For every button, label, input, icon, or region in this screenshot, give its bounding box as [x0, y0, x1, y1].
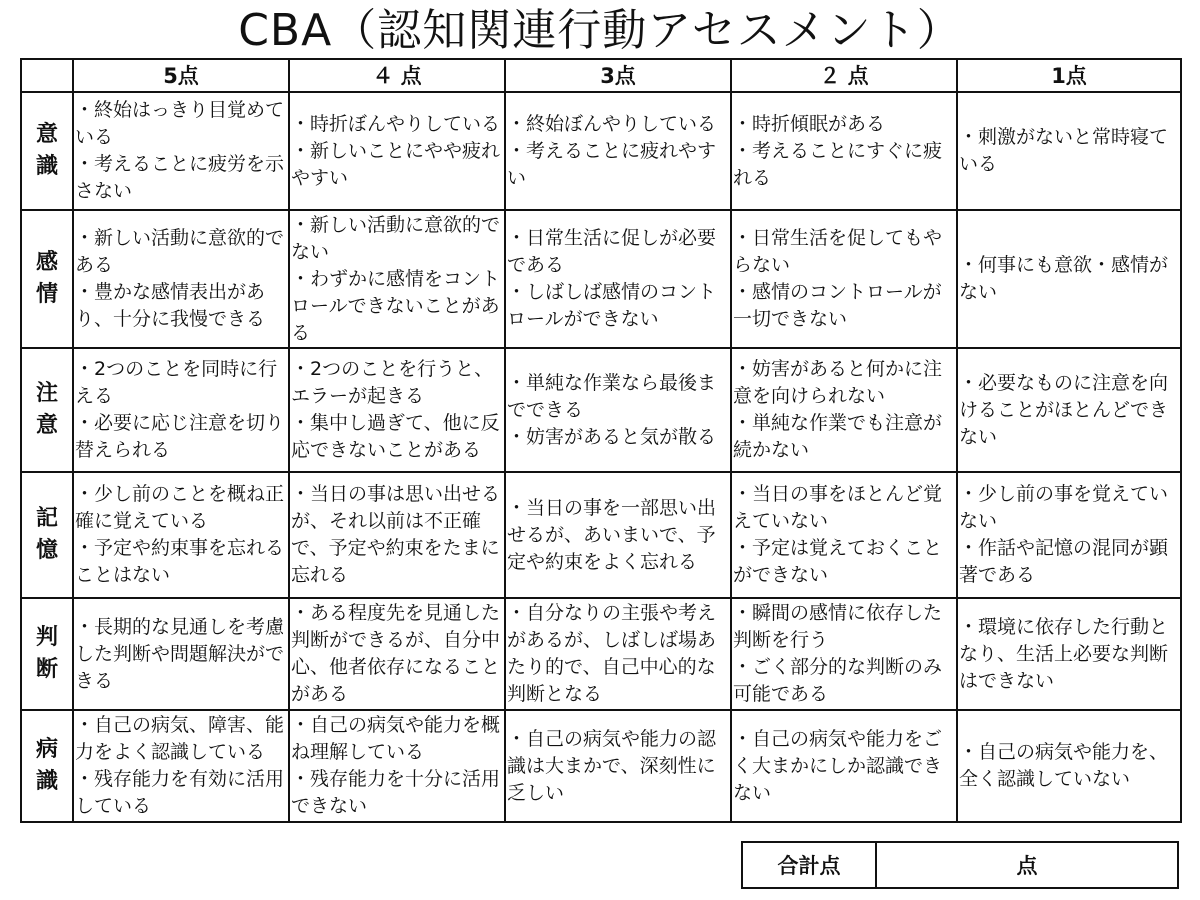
criterion-text: ・自己の病気や能力をごく大まかにしか認識できない	[733, 727, 943, 804]
category-char: 感	[35, 250, 58, 275]
criterion-text: ・瞬間の感情に依存した判断を行う	[733, 602, 943, 651]
row-emotion	[21, 210, 1181, 348]
memory-score-3-cell	[505, 472, 731, 598]
criterion-text: ・単純な作業なら最後までできる	[507, 371, 717, 421]
attention-score-3-cell	[505, 348, 731, 472]
assessment-table	[20, 58, 1182, 823]
memory-score-5-cell	[73, 472, 289, 598]
category-judgment	[21, 598, 73, 710]
criterion-text: ・感情のコントロールが一切できない	[733, 281, 942, 330]
score-3-header: 3点	[505, 59, 731, 92]
criterion-text: ・予定は覚えておくことができない	[733, 537, 943, 586]
criterion-text: ・自己の病気や能力の認識は大まかで、深刻性に乏しい	[507, 727, 717, 804]
memory-score-2-cell	[731, 472, 957, 598]
criterion-text: ・しばしば感情のコントロールができない	[507, 281, 717, 330]
criterion-text: ・集中し過ぎて、他に反応できないことがある	[291, 412, 500, 461]
insight-score-3-cell	[505, 710, 731, 822]
emotion-score-4-cell	[289, 210, 505, 348]
category-char: 識	[35, 769, 58, 794]
row-memory	[21, 472, 1181, 598]
consciousness-score-1-cell	[957, 92, 1181, 210]
criterion-text: ・残存能力を有効に活用している	[75, 768, 285, 817]
total-label: 合計点	[742, 842, 876, 888]
criterion-text: ・単純な作業でも注意が続かない	[733, 412, 943, 461]
criterion-text: ・考えることに疲れやすい	[507, 139, 717, 189]
category-emotion	[21, 210, 73, 348]
criterion-text: ・時折傾眠がある	[733, 112, 886, 135]
criterion-text: ・2つのことを行うと、エラーが起きる	[291, 358, 494, 407]
criterion-text: ・新しい活動に意欲的でない	[291, 213, 501, 263]
criterion-text: ・考えることに疲労を示さない	[75, 153, 285, 202]
criterion-text: ・妨害があると気が散る	[507, 425, 717, 448]
score-2-header: ２ 点	[731, 59, 957, 92]
criterion-text: ・考えることにすぐに疲れる	[733, 139, 943, 189]
memory-score-1-cell	[957, 472, 1181, 598]
criterion-text: ・必要に応じ注意を切り替えられる	[75, 412, 285, 461]
memory-score-4-cell	[289, 472, 505, 598]
category-consciousness	[21, 92, 73, 210]
judgment-score-3-cell	[505, 598, 731, 710]
criterion-text: ・自分なりの主張や考えがあるが、しばしば場あたり的で、自己中心的な判断となる	[507, 602, 717, 705]
criterion-text: ・新しい活動に意欲的である	[75, 227, 285, 276]
attention-score-5-cell	[73, 348, 289, 472]
criterion-text: ・2つのことを同時に行える	[75, 358, 278, 407]
category-char: 記	[35, 506, 58, 531]
judgment-score-4-cell	[289, 598, 505, 710]
consciousness-score-4-cell	[289, 92, 505, 210]
criterion-text: ・時折ぼんやりしている	[291, 112, 501, 135]
criterion-text: ・作話や記憶の混同が顕著である	[959, 537, 1169, 586]
header-row	[21, 59, 1181, 92]
insight-score-2-cell	[731, 710, 957, 822]
criterion-text: ・日常生活に促しが必要である	[507, 227, 717, 276]
category-attention	[21, 348, 73, 472]
attention-score-2-cell	[731, 348, 957, 472]
criterion-text: ・少し前のことを概ね正確に覚えている	[75, 483, 285, 532]
criterion-text: ・予定や約束事を忘れることはない	[75, 537, 285, 586]
criterion-text: ・自己の病気や能力を、全く認識していない	[959, 741, 1169, 790]
insight-score-4-cell	[289, 710, 505, 822]
total-row	[742, 842, 1178, 888]
category-char: 識	[35, 154, 58, 179]
insight-score-5-cell	[73, 710, 289, 822]
row-attention	[21, 348, 1181, 472]
emotion-score-5-cell	[73, 210, 289, 348]
criterion-text: ・ある程度先を見通した判断ができるが、自分中心、他者依存になることがある	[291, 602, 501, 705]
criterion-text: ・新しいことにやや疲れやすい	[291, 139, 501, 189]
consciousness-score-5-cell	[73, 92, 289, 210]
criterion-text: ・当日の事は思い出せるが、それ以前は不正確で、予定や約束をたまに忘れる	[291, 483, 501, 586]
consciousness-score-3-cell	[505, 92, 731, 210]
judgment-score-5-cell	[73, 598, 289, 710]
criterion-text: ・自己の病気や能力を概ね理解している	[291, 714, 501, 763]
category-char: 病	[35, 737, 58, 762]
criterion-text: ・少し前の事を覚えていない	[959, 483, 1169, 532]
category-memory	[21, 472, 73, 598]
criterion-text: ・終始はっきり目覚めている	[75, 99, 285, 148]
page-title: CBA（認知関連行動アセスメント）	[238, 5, 962, 56]
insight-score-1-cell	[957, 710, 1181, 822]
corner-cell	[21, 59, 73, 92]
criterion-text: ・刺激がないと常時寝ている	[959, 126, 1169, 175]
score-4-header: ４ 点	[289, 59, 505, 92]
category-char: 意	[35, 413, 58, 438]
category-char: 憶	[35, 538, 58, 563]
criterion-text: ・当日の事をほとんど覚えていない	[733, 483, 943, 532]
criterion-text: ・豊かな感情表出があり、十分に我慢できる	[75, 281, 266, 330]
criterion-text: ・妨害があると何かに注意を向けられない	[733, 358, 943, 407]
criterion-text: ・終始ぼんやりしている	[507, 112, 717, 135]
category-char: 意	[35, 122, 58, 147]
criterion-text: ・環境に依存した行動となり、生活上必要な判断はできない	[959, 615, 1169, 692]
emotion-score-3-cell	[505, 210, 731, 348]
category-char: 断	[35, 657, 58, 682]
attention-score-4-cell	[289, 348, 505, 472]
criterion-text: ・何事にも意欲・感情がない	[959, 254, 1169, 303]
attention-score-1-cell	[957, 348, 1181, 472]
judgment-score-2-cell	[731, 598, 957, 710]
row-consciousness	[21, 92, 1181, 210]
criterion-text: ・残存能力を十分に活用できない	[291, 768, 501, 817]
consciousness-score-2-cell	[731, 92, 957, 210]
emotion-score-1-cell	[957, 210, 1181, 348]
score-5-header: 5点	[73, 59, 289, 92]
criterion-text: ・わずかに感情をコントロールできないことがある	[291, 267, 501, 344]
category-insight	[21, 710, 73, 822]
criterion-text: ・自己の病気、障害、能力をよく認識している	[75, 714, 285, 763]
score-1-header: 1点	[957, 59, 1181, 92]
category-char: 情	[35, 282, 58, 307]
category-char: 判	[35, 625, 58, 650]
judgment-score-1-cell	[957, 598, 1181, 710]
criterion-text: ・長期的な見通しを考慮した判断や問題解決ができる	[75, 615, 285, 692]
total-score-box	[741, 841, 1179, 889]
total-value-field[interactable]: 点	[876, 842, 1178, 888]
criterion-text: ・ごく部分的な判断のみ可能である	[733, 656, 943, 705]
emotion-score-2-cell	[731, 210, 957, 348]
row-insight	[21, 710, 1181, 822]
criterion-text: ・当日の事を一部思い出せるが、あいまいで、予定や約束をよく忘れる	[507, 496, 717, 573]
criterion-text: ・日常生活を促してもやらない	[733, 227, 943, 276]
category-char: 注	[35, 381, 58, 406]
row-judgment	[21, 598, 1181, 710]
criterion-text: ・必要なものに注意を向けることがほとんどできない	[959, 371, 1169, 448]
